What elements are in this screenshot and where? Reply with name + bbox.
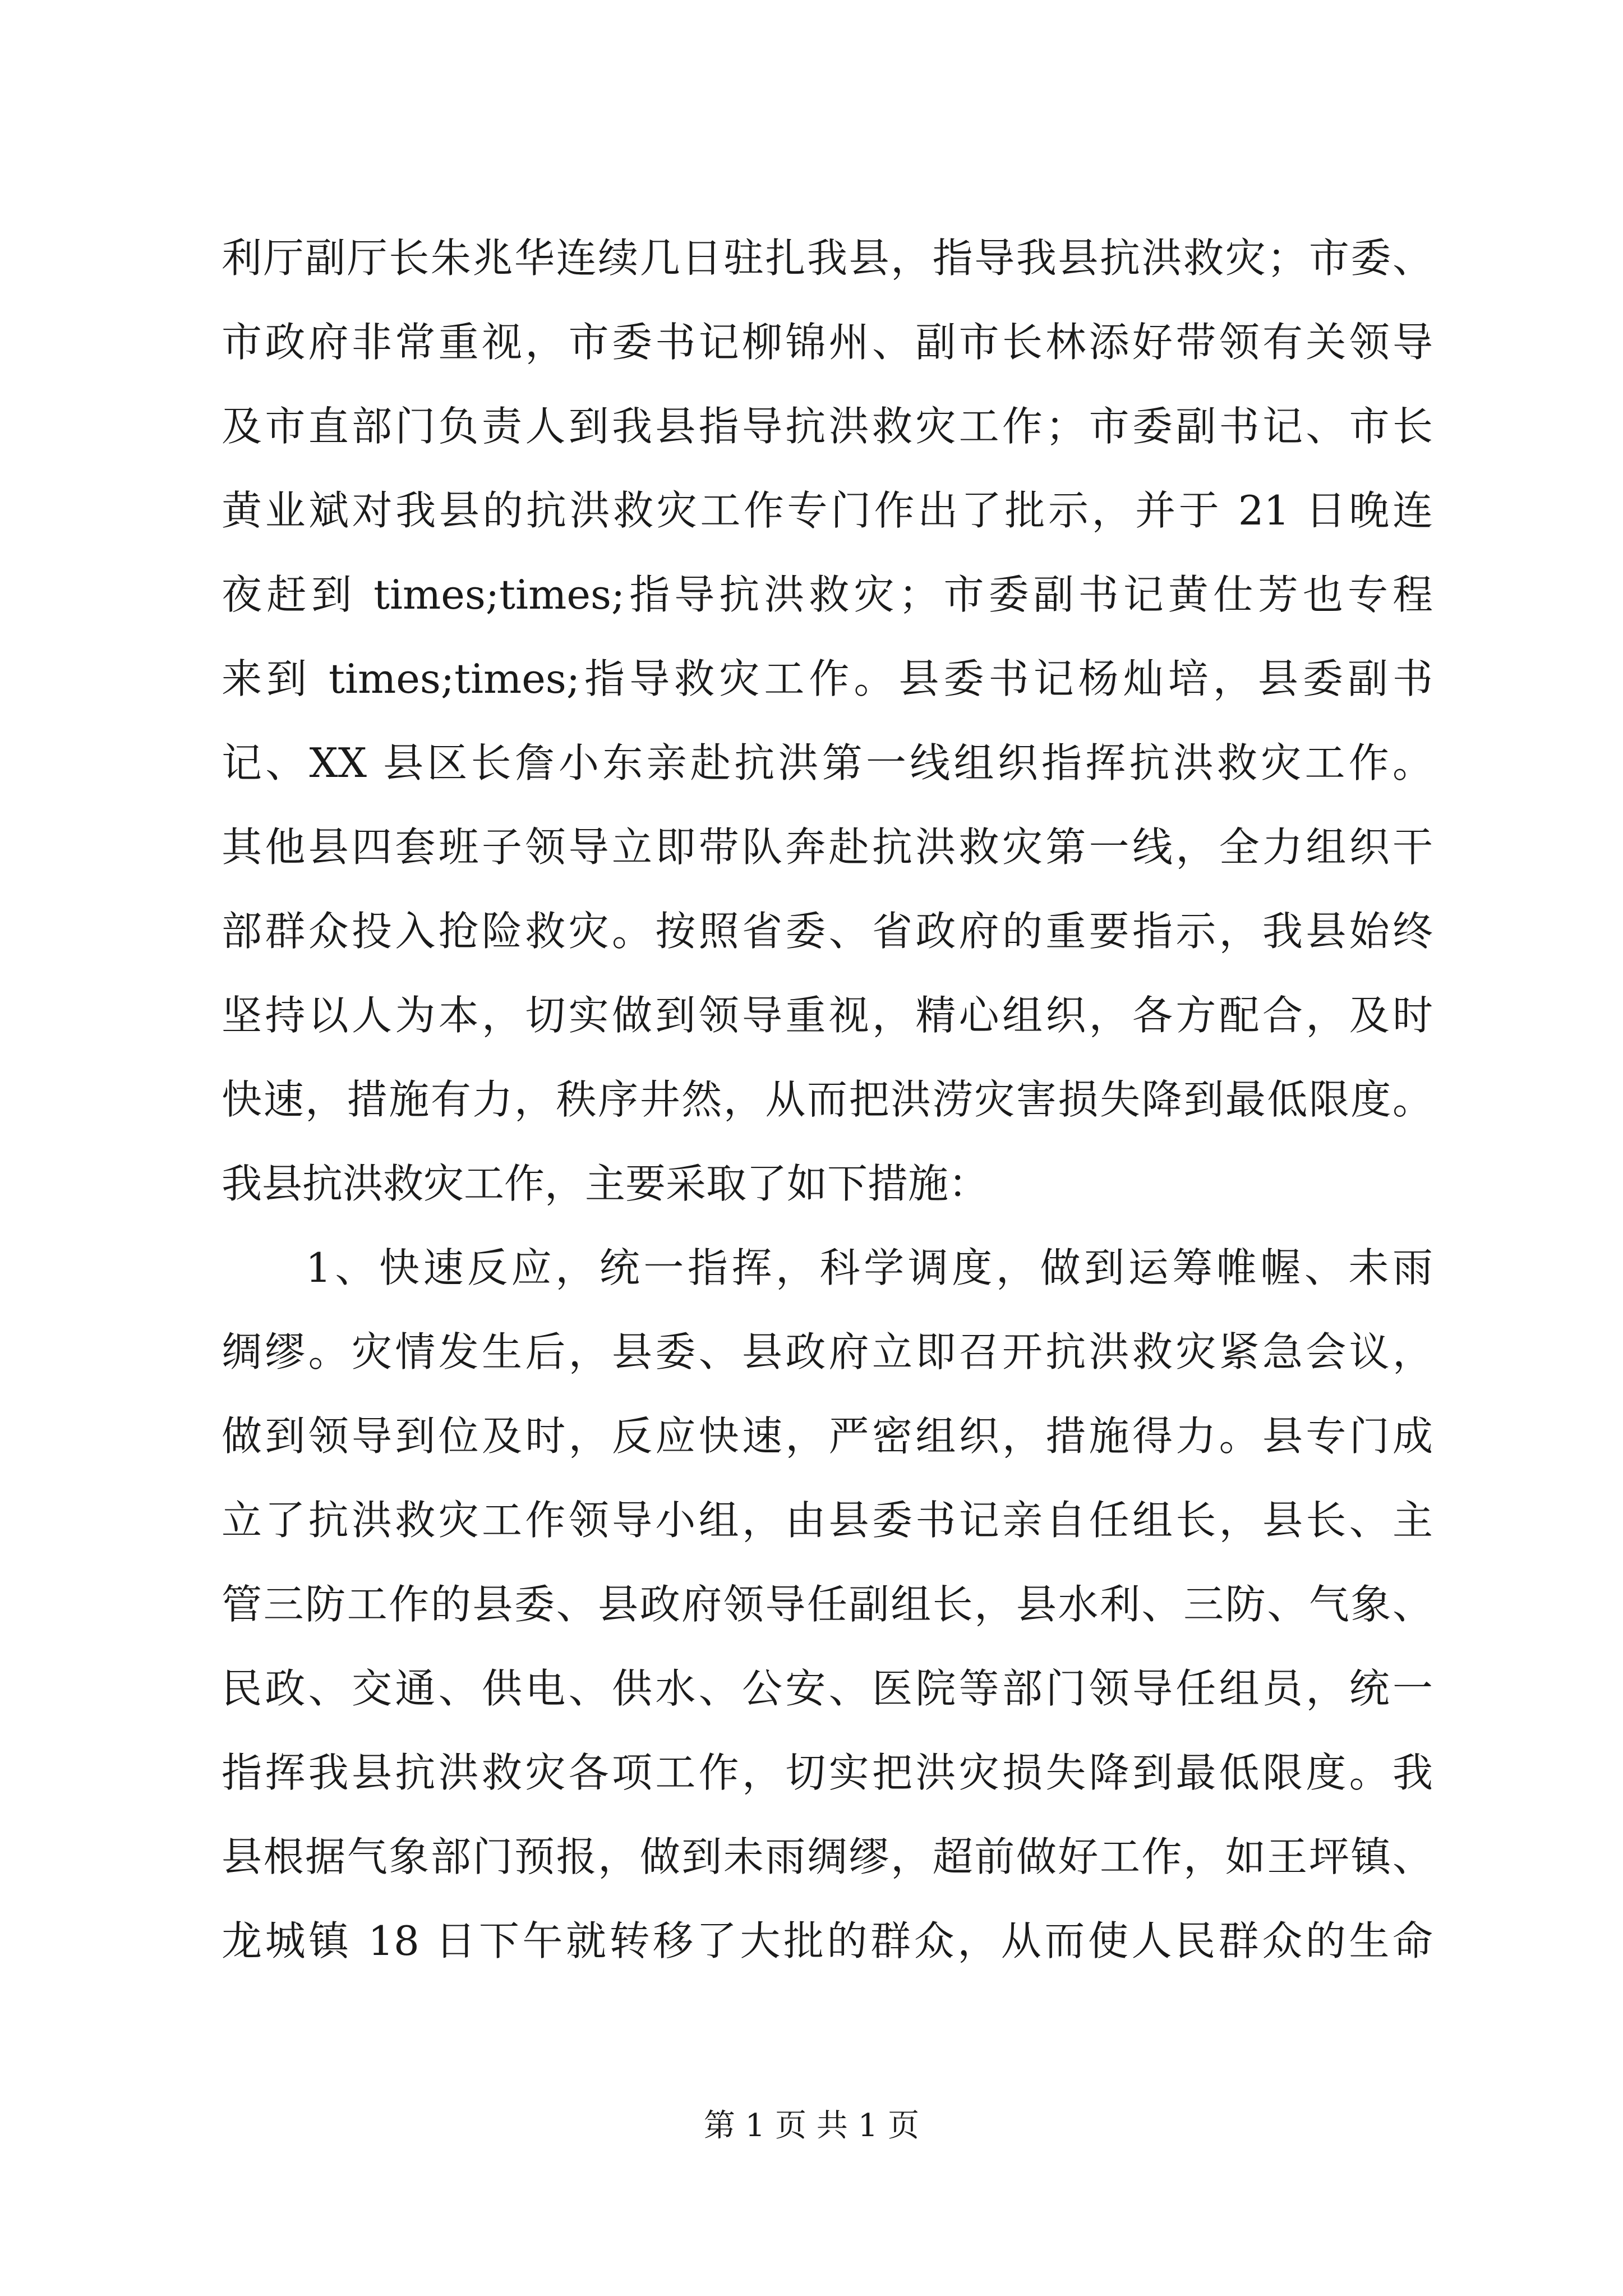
text-line: 1、快速反应，统一指挥，科学调度，做到运筹帷幄、未雨 xyxy=(306,1244,1433,1291)
text-line: 快速，措施有力，秩序井然，从而把洪涝灾害损失降到最低限度。 xyxy=(222,1076,1433,1123)
text-line: 县根据气象部门预报，做到未雨绸缪，超前做好工作，如王坪镇、 xyxy=(222,1833,1433,1880)
text-line: 龙城镇 18 日下午就转移了大批的群众，从而使人民群众的生命 xyxy=(222,1917,1433,1964)
text-line: 及市直部门负责人到我县指导抗洪救灾工作；市委副书记、市长 xyxy=(222,403,1433,450)
text-line: 做到领导到位及时，反应快速，严密组织，措施得力。县专门成 xyxy=(222,1412,1433,1460)
page-number-footer: 第 1 页 共 1 页 xyxy=(703,2108,920,2144)
text-line: 民政、交通、供电、供水、公安、医院等部门领导任组员，统一 xyxy=(222,1665,1433,1712)
text-line: 坚持以人为本，切实做到领导重视，精心组织，各方配合，及时 xyxy=(222,992,1433,1039)
text-line: 利厅副厅长朱兆华连续几日驻扎我县，指导我县抗洪救灾；市委、 xyxy=(222,234,1433,282)
body-text xyxy=(222,216,1433,1983)
text-line: 来到 times;times;指导救灾工作。县委书记杨灿培，县委副书 xyxy=(222,655,1433,702)
text-line: 市政府非常重视，市委书记柳锦州、副市长林添好带领有关领导 xyxy=(222,319,1433,366)
text-line: 绸缪。灾情发生后，县委、县政府立即召开抗洪救灾紧急会议， xyxy=(222,1328,1433,1375)
text-line: 黄业斌对我县的抗洪救灾工作专门作出了批示，并于 21 日晚连 xyxy=(222,487,1433,534)
text-line: 指挥我县抗洪救灾各项工作，切实把洪灾损失降到最低限度。我 xyxy=(222,1749,1433,1796)
text-line: 我县抗洪救灾工作，主要采取了如下措施： xyxy=(222,1160,989,1207)
text-line: 管三防工作的县委、县政府领导任副组长，县水利、三防、气象、 xyxy=(222,1581,1433,1628)
text-line: 立了抗洪救灾工作领导小组，由县委书记亲自任组长，县长、主 xyxy=(222,1497,1433,1544)
text-line: 部群众投入抢险救灾。按照省委、省政府的重要指示，我县始终 xyxy=(222,908,1433,955)
text-line: 其他县四套班子领导立即带队奔赴抗洪救灾第一线，全力组织干 xyxy=(222,823,1433,871)
text-line: 夜赶到 times;times;指导抗洪救灾；市委副书记黄仕芳也专程 xyxy=(222,571,1433,618)
text-line: 记、XX 县区长詹小东亲赴抗洪第一线组织指挥抗洪救灾工作。 xyxy=(222,739,1433,786)
